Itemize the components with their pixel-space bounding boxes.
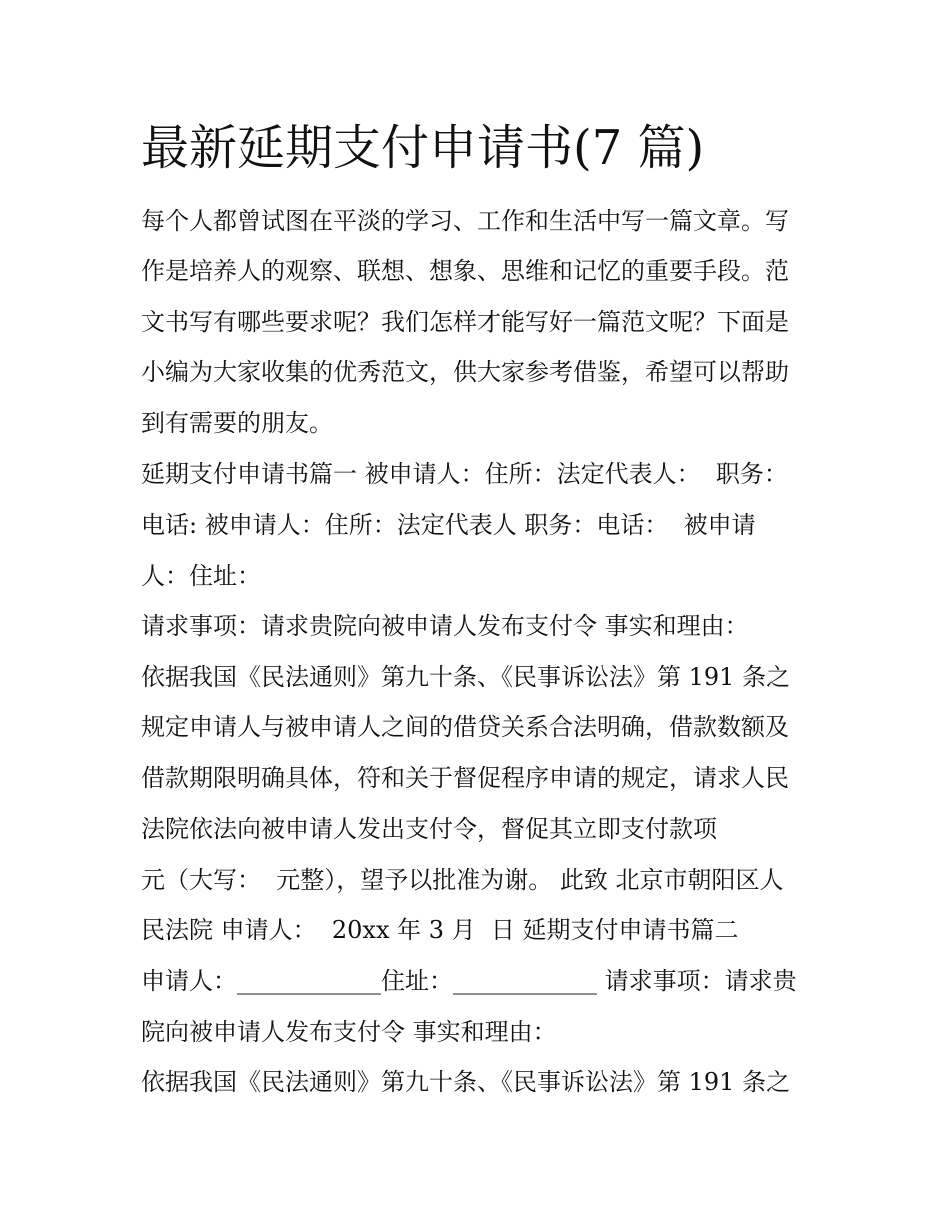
body-line: 每个人都曾试图在平淡的学习、工作和生活中写一篇文章。写 xyxy=(141,207,789,235)
body-line: 延期支付申请书篇一 被申请人：住所：法定代表人： 职务： xyxy=(141,460,788,488)
body-line: 作是培养人的观察、联想、想象、思维和记忆的重要手段。范 xyxy=(141,257,789,285)
body-line: 文书写有哪些要求呢？我们怎样才能写好一篇范文呢？下面是 xyxy=(141,308,789,336)
body-line: 规定申请人与被申请人之间的借贷关系合法明确，借款数额及 xyxy=(141,713,789,741)
body-line: 法院依法向被申请人发出支付令，督促其立即支付款项 xyxy=(141,815,717,843)
document-title: 最新延期支付申请书(7 篇) xyxy=(141,120,705,176)
body-line: 请求事项：请求贵院向被申请人发布支付令 事实和理由： xyxy=(141,612,749,640)
body-line: 人：住址： xyxy=(141,562,261,590)
body-line: 院向被申请人发布支付令 事实和理由： xyxy=(141,1018,557,1046)
body-line: 依据我国《民法通则》第九十条、《民事诉讼法》第 191 条之 xyxy=(141,663,791,691)
body-line: 小编为大家收集的优秀范文，供大家参考借鉴，希望可以帮助 xyxy=(141,358,789,386)
body-line: 申请人：____________住址：____________ 请求事项：请求贵 xyxy=(141,967,797,995)
body-line: 依据我国《民法通则》第九十条、《民事诉讼法》第 191 条之 xyxy=(141,1068,791,1096)
body-line: 元（大写： 元整），望予以批准为谢。 此致 北京市朝阳区人 xyxy=(141,866,784,894)
body-line: 借款期限明确具体，符和关于督促程序申请的规定，请求人民 xyxy=(141,764,789,792)
body-line: 电话: 被申请人：住所：法定代表人 职务：电话： 被申请 xyxy=(141,511,756,539)
body-line: 到有需要的朋友。 xyxy=(141,409,333,437)
body-line: 民法院 申请人： 20xx 年 3 月 日 延期支付申请书篇二 xyxy=(141,916,739,944)
